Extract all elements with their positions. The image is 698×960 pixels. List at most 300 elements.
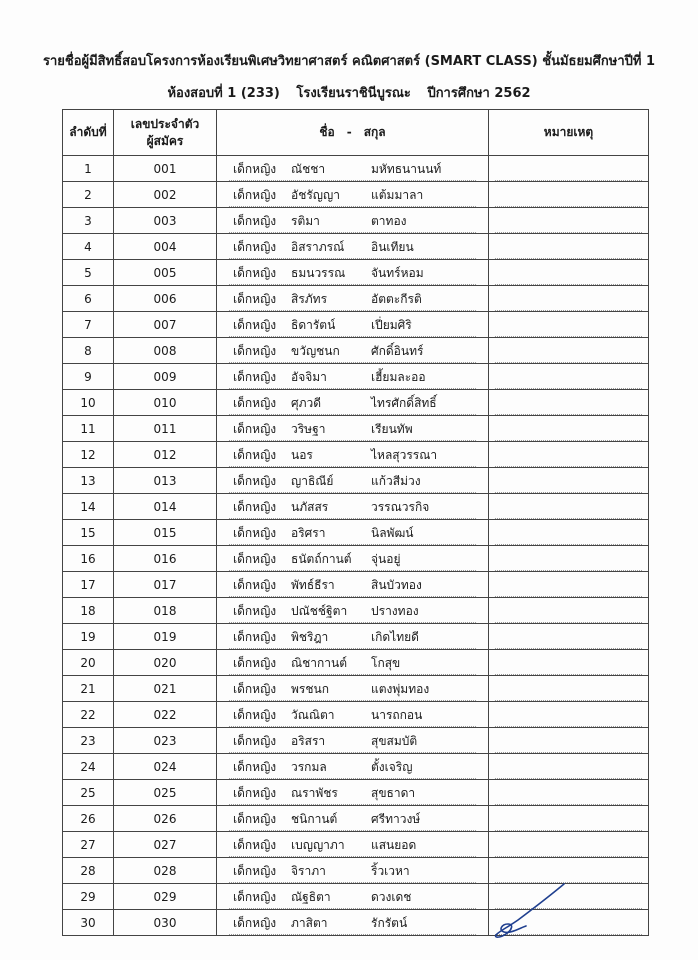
signature-mark: [490, 880, 570, 942]
applicant-name-cell: [217, 676, 489, 702]
note-line: [495, 494, 642, 519]
header-id-line1: เลขประจำตัว: [130, 116, 200, 131]
first-name: อริศรา: [291, 526, 326, 540]
note-line: [495, 598, 642, 623]
name-prefix: เด็กหญิง: [233, 630, 277, 644]
header-name: [217, 110, 489, 156]
table-row: [63, 520, 649, 546]
last-name: อินเทียน: [371, 240, 414, 254]
first-name: ณัชชา: [291, 162, 326, 176]
applicant-name-cell: [217, 858, 489, 884]
applicant-id: 018: [114, 598, 217, 624]
applicant-id: 003: [114, 208, 217, 234]
note-cell: [489, 260, 649, 286]
applicant-name-cell: [217, 806, 489, 832]
row-number: 23: [63, 728, 114, 754]
name-line: [229, 572, 476, 597]
name-line: [229, 494, 476, 519]
note-cell: [489, 182, 649, 208]
row-number: 26: [63, 806, 114, 832]
table-row: [63, 676, 649, 702]
first-name: รติมา: [291, 214, 320, 228]
table-row: [63, 442, 649, 468]
row-number: 21: [63, 676, 114, 702]
applicant-name-cell: [217, 416, 489, 442]
table-row: [63, 806, 649, 832]
note-line: [495, 364, 642, 389]
name-line: [229, 208, 476, 233]
last-name: ริ้วเวหา: [371, 864, 410, 878]
applicant-id: 016: [114, 546, 217, 572]
table-row: [63, 416, 649, 442]
table-row: [63, 260, 649, 286]
first-name: เบญญาภา: [291, 838, 345, 852]
note-line: [495, 780, 642, 805]
note-cell: [489, 390, 649, 416]
name-line: [229, 728, 476, 753]
name-prefix: เด็กหญิง: [233, 422, 277, 436]
document-title: รายชื่อผู้มีสิทธิ์สอบโครงการห้องเรียนพิเศษวิทยาศาสตร์ คณิตศาสตร์ (SMART CLASS) ชั้นมัธยมศึกษาปีที่ 1: [42, 54, 656, 69]
table-row: [63, 494, 649, 520]
row-number: 13: [63, 468, 114, 494]
name-line: [229, 832, 476, 857]
applicant-id: 021: [114, 676, 217, 702]
note-line: [495, 468, 642, 493]
note-line: [495, 832, 642, 857]
last-name: อัตตะกีรติ: [371, 292, 422, 306]
note-cell: [489, 702, 649, 728]
applicant-id: 029: [114, 884, 217, 910]
name-prefix: เด็กหญิง: [233, 812, 277, 826]
table-row: [63, 650, 649, 676]
header-no: ลำดับที่: [63, 110, 114, 156]
note-cell: [489, 780, 649, 806]
note-cell: [489, 650, 649, 676]
applicant-id: 010: [114, 390, 217, 416]
name-line: [229, 442, 476, 467]
note-line: [495, 390, 642, 415]
applicant-id: 023: [114, 728, 217, 754]
last-name: ปรางทอง: [371, 604, 419, 618]
candidate-table: [62, 109, 649, 936]
name-line: [229, 468, 476, 493]
row-number: 6: [63, 286, 114, 312]
name-line: [229, 702, 476, 727]
name-line: [229, 390, 476, 415]
row-number: 22: [63, 702, 114, 728]
name-prefix: เด็กหญิง: [233, 188, 277, 202]
name-prefix: เด็กหญิง: [233, 682, 277, 696]
last-name: แก้วสีม่วง: [371, 474, 421, 488]
table-row: [63, 312, 649, 338]
row-number: 2: [63, 182, 114, 208]
applicant-id: 014: [114, 494, 217, 520]
note-cell: [489, 234, 649, 260]
name-line: [229, 312, 476, 337]
name-line: [229, 416, 476, 441]
row-number: 27: [63, 832, 114, 858]
applicant-id: 028: [114, 858, 217, 884]
last-name: ดวงเดช: [371, 890, 412, 904]
row-number: 8: [63, 338, 114, 364]
name-prefix: เด็กหญิง: [233, 708, 277, 722]
row-number: 4: [63, 234, 114, 260]
first-name: พัทธ์ธีรา: [291, 578, 335, 592]
applicant-name-cell: [217, 260, 489, 286]
first-name: ธิดารัตน์: [291, 318, 336, 332]
applicant-name-cell: [217, 728, 489, 754]
first-name: ณิชากานต์: [291, 656, 348, 670]
row-number: 12: [63, 442, 114, 468]
applicant-name-cell: [217, 312, 489, 338]
first-name: วริษฐา: [291, 422, 326, 436]
name-prefix: เด็กหญิง: [233, 318, 277, 332]
name-line: [229, 338, 476, 363]
note-cell: [489, 598, 649, 624]
name-line: [229, 624, 476, 649]
row-number: 30: [63, 910, 114, 936]
note-cell: [489, 754, 649, 780]
note-cell: [489, 338, 649, 364]
applicant-name-cell: [217, 234, 489, 260]
name-prefix: เด็กหญิง: [233, 500, 277, 514]
table-row: [63, 780, 649, 806]
row-number: 16: [63, 546, 114, 572]
applicant-id: 015: [114, 520, 217, 546]
applicant-name-cell: [217, 624, 489, 650]
name-prefix: เด็กหญิง: [233, 448, 277, 462]
last-name: โกสุข: [371, 656, 401, 670]
name-line: [229, 260, 476, 285]
applicant-id: 012: [114, 442, 217, 468]
row-number: 20: [63, 650, 114, 676]
table-row: [63, 598, 649, 624]
applicant-id: 027: [114, 832, 217, 858]
first-name: วัณณิตา: [291, 708, 335, 722]
applicant-id: 013: [114, 468, 217, 494]
row-number: 28: [63, 858, 114, 884]
table-row: [63, 390, 649, 416]
applicant-name-cell: [217, 468, 489, 494]
last-name: มหัทธนานนท์: [371, 162, 442, 176]
name-prefix: เด็กหญิง: [233, 656, 277, 670]
name-prefix: เด็กหญิง: [233, 864, 277, 878]
table-row: [63, 208, 649, 234]
applicant-id: 022: [114, 702, 217, 728]
name-prefix: เด็กหญิง: [233, 292, 277, 306]
applicant-name-cell: [217, 754, 489, 780]
applicant-id: 007: [114, 312, 217, 338]
note-cell: [489, 468, 649, 494]
name-line: [229, 858, 476, 883]
note-cell: [489, 806, 649, 832]
note-cell: [489, 442, 649, 468]
row-number: 15: [63, 520, 114, 546]
last-name: จันทร์หอม: [371, 266, 424, 280]
applicant-name-cell: [217, 572, 489, 598]
first-name: วรกมล: [291, 760, 327, 774]
note-line: [495, 234, 642, 259]
note-cell: [489, 676, 649, 702]
row-number: 29: [63, 884, 114, 910]
applicant-id: 008: [114, 338, 217, 364]
header-name-first: ชื่อ: [319, 125, 335, 139]
academic-year: ปีการศึกษา 2562: [427, 86, 531, 101]
table-header-row: [63, 110, 649, 156]
first-name: อัจจิมา: [291, 370, 327, 384]
row-number: 7: [63, 312, 114, 338]
last-name: รักรัตน์: [371, 916, 408, 930]
header-name-last: สกุล: [363, 125, 386, 139]
note-cell: [489, 728, 649, 754]
name-line: [229, 546, 476, 571]
note-line: [495, 182, 642, 207]
note-line: [495, 156, 642, 181]
table-row: [63, 156, 649, 182]
note-line: [495, 702, 642, 727]
first-name: สิรภัทร: [291, 292, 328, 306]
row-number: 24: [63, 754, 114, 780]
last-name: เรียนทัพ: [371, 422, 413, 436]
applicant-name-cell: [217, 338, 489, 364]
table-row: [63, 182, 649, 208]
note-line: [495, 520, 642, 545]
applicant-id: 004: [114, 234, 217, 260]
row-number: 25: [63, 780, 114, 806]
name-line: [229, 754, 476, 779]
applicant-id: 026: [114, 806, 217, 832]
note-line: [495, 208, 642, 233]
applicant-name-cell: [217, 182, 489, 208]
name-prefix: เด็กหญิง: [233, 604, 277, 618]
name-prefix: เด็กหญิง: [233, 734, 277, 748]
last-name: ไหลสุวรรณา: [371, 448, 438, 462]
last-name: ศักดิ์อินทร์: [371, 344, 424, 358]
table-row: [63, 234, 649, 260]
applicant-id: 019: [114, 624, 217, 650]
note-cell: [489, 312, 649, 338]
table-row: [63, 728, 649, 754]
note-cell: [489, 156, 649, 182]
row-number: 1: [63, 156, 114, 182]
applicant-name-cell: [217, 442, 489, 468]
note-line: [495, 546, 642, 571]
table-row: [63, 468, 649, 494]
applicant-id: 005: [114, 260, 217, 286]
first-name: ณัฐธิตา: [291, 890, 331, 904]
first-name: ธมนวรรณ: [291, 266, 346, 280]
last-name: ศรีทาวงษ์: [371, 812, 421, 826]
first-name: นภัสสร: [291, 500, 329, 514]
last-name: นิลพัฒน์: [371, 526, 414, 540]
last-name: ตั้งเจริญ: [371, 760, 413, 774]
last-name: นารถกอน: [371, 708, 423, 722]
applicant-name-cell: [217, 884, 489, 910]
note-cell: [489, 364, 649, 390]
note-cell: [489, 494, 649, 520]
name-line: [229, 364, 476, 389]
applicant-name-cell: [217, 208, 489, 234]
last-name: วรรณวรกิจ: [371, 500, 430, 514]
applicant-name-cell: [217, 598, 489, 624]
note-line: [495, 572, 642, 597]
first-name: นอร: [291, 448, 313, 462]
last-name: เกิดไทยดี: [371, 630, 419, 644]
first-name: พรชนก: [291, 682, 329, 696]
last-name: สินบัวทอง: [371, 578, 422, 592]
applicant-name-cell: [217, 702, 489, 728]
name-prefix: เด็กหญิง: [233, 760, 277, 774]
applicant-name-cell: [217, 910, 489, 936]
last-name: แสนยอด: [371, 838, 417, 852]
header-id: [114, 110, 217, 156]
last-name: เปี่ยมศิริ: [371, 318, 412, 332]
name-line: [229, 910, 476, 935]
table-row: [63, 364, 649, 390]
last-name: เฮี้ยมละออ: [371, 370, 426, 384]
note-line: [495, 624, 642, 649]
last-name: สุขสมบัติ: [371, 734, 418, 748]
name-prefix: เด็กหญิง: [233, 214, 277, 228]
applicant-id: 017: [114, 572, 217, 598]
note-line: [495, 260, 642, 285]
name-prefix: เด็กหญิง: [233, 162, 277, 176]
note-cell: [489, 416, 649, 442]
applicant-name-cell: [217, 156, 489, 182]
note-line: [495, 650, 642, 675]
note-line: [495, 754, 642, 779]
row-number: 10: [63, 390, 114, 416]
applicant-name-cell: [217, 832, 489, 858]
name-prefix: เด็กหญิง: [233, 552, 277, 566]
table-row: [63, 546, 649, 572]
name-prefix: เด็กหญิง: [233, 344, 277, 358]
last-name: สุขธาดา: [371, 786, 416, 800]
first-name: ชนิกานต์: [291, 812, 338, 826]
table-row: [63, 832, 649, 858]
note-line: [495, 442, 642, 467]
first-name: พิชริฎา: [291, 630, 329, 644]
name-line: [229, 520, 476, 545]
first-name: จิราภา: [291, 864, 326, 878]
applicant-id: 001: [114, 156, 217, 182]
name-line: [229, 650, 476, 675]
name-prefix: เด็กหญิง: [233, 370, 277, 384]
name-line: [229, 286, 476, 311]
table-row: [63, 572, 649, 598]
note-cell: [489, 286, 649, 312]
applicant-id: 020: [114, 650, 217, 676]
first-name: ณราพัชร: [291, 786, 338, 800]
name-prefix: เด็กหญิง: [233, 916, 277, 930]
row-number: 18: [63, 598, 114, 624]
first-name: อิสราภรณ์: [291, 240, 345, 254]
first-name: ขวัญชนก: [291, 344, 340, 358]
header-note: หมายเหตุ: [489, 110, 649, 156]
note-cell: [489, 572, 649, 598]
exam-room: ห้องสอบที่ 1 (233): [167, 86, 280, 101]
note-cell: [489, 624, 649, 650]
document-subtitle: [0, 82, 698, 103]
first-name: ปณัชช์ฐิตา: [291, 604, 348, 618]
row-number: 11: [63, 416, 114, 442]
applicant-id: 011: [114, 416, 217, 442]
first-name: ภาสิตา: [291, 916, 328, 930]
applicant-name-cell: [217, 780, 489, 806]
name-line: [229, 806, 476, 831]
name-prefix: เด็กหญิง: [233, 526, 277, 540]
note-line: [495, 312, 642, 337]
applicant-name-cell: [217, 390, 489, 416]
applicant-id: 024: [114, 754, 217, 780]
note-cell: [489, 832, 649, 858]
table-row: [63, 286, 649, 312]
first-name: อัชรัญญา: [291, 188, 340, 202]
applicant-id: 006: [114, 286, 217, 312]
name-line: [229, 182, 476, 207]
table-row: [63, 624, 649, 650]
name-prefix: เด็กหญิง: [233, 890, 277, 904]
first-name: ธนัตถ์กานต์: [291, 552, 352, 566]
applicant-id: 025: [114, 780, 217, 806]
applicant-name-cell: [217, 650, 489, 676]
note-cell: [489, 208, 649, 234]
name-prefix: เด็กหญิง: [233, 396, 277, 410]
table-row: [63, 754, 649, 780]
row-number: 17: [63, 572, 114, 598]
last-name: ตาทอง: [371, 214, 407, 228]
first-name: ศุภวดี: [291, 396, 322, 410]
note-line: [495, 728, 642, 753]
name-line: [229, 234, 476, 259]
note-line: [495, 416, 642, 441]
name-prefix: เด็กหญิง: [233, 838, 277, 852]
row-number: 5: [63, 260, 114, 286]
applicant-id: 002: [114, 182, 217, 208]
last-name: ไทรศักดิ์สิทธิ์: [371, 396, 437, 410]
last-name: แตงพุ่มทอง: [371, 682, 430, 696]
applicant-name-cell: [217, 520, 489, 546]
name-line: [229, 780, 476, 805]
name-prefix: เด็กหญิง: [233, 474, 277, 488]
name-prefix: เด็กหญิง: [233, 786, 277, 800]
applicant-name-cell: [217, 494, 489, 520]
applicant-id: 009: [114, 364, 217, 390]
note-line: [495, 676, 642, 701]
note-line: [495, 286, 642, 311]
name-line: [229, 884, 476, 909]
header-name-dash: -: [346, 125, 352, 139]
name-prefix: เด็กหญิง: [233, 578, 277, 592]
school-name: โรงเรียนราชินีบูรณะ: [296, 86, 411, 101]
row-number: 9: [63, 364, 114, 390]
name-prefix: เด็กหญิง: [233, 266, 277, 280]
header-id-line2: ผู้สมัคร: [146, 133, 184, 148]
applicant-name-cell: [217, 286, 489, 312]
table-body: [63, 156, 649, 936]
applicant-name-cell: [217, 546, 489, 572]
first-name: อริสรา: [291, 734, 326, 748]
last-name: จุ่นอยู่: [371, 552, 401, 566]
applicant-name-cell: [217, 364, 489, 390]
note-line: [495, 338, 642, 363]
table-row: [63, 338, 649, 364]
name-prefix: เด็กหญิง: [233, 240, 277, 254]
row-number: 3: [63, 208, 114, 234]
applicant-id: 030: [114, 910, 217, 936]
row-number: 19: [63, 624, 114, 650]
note-cell: [489, 520, 649, 546]
